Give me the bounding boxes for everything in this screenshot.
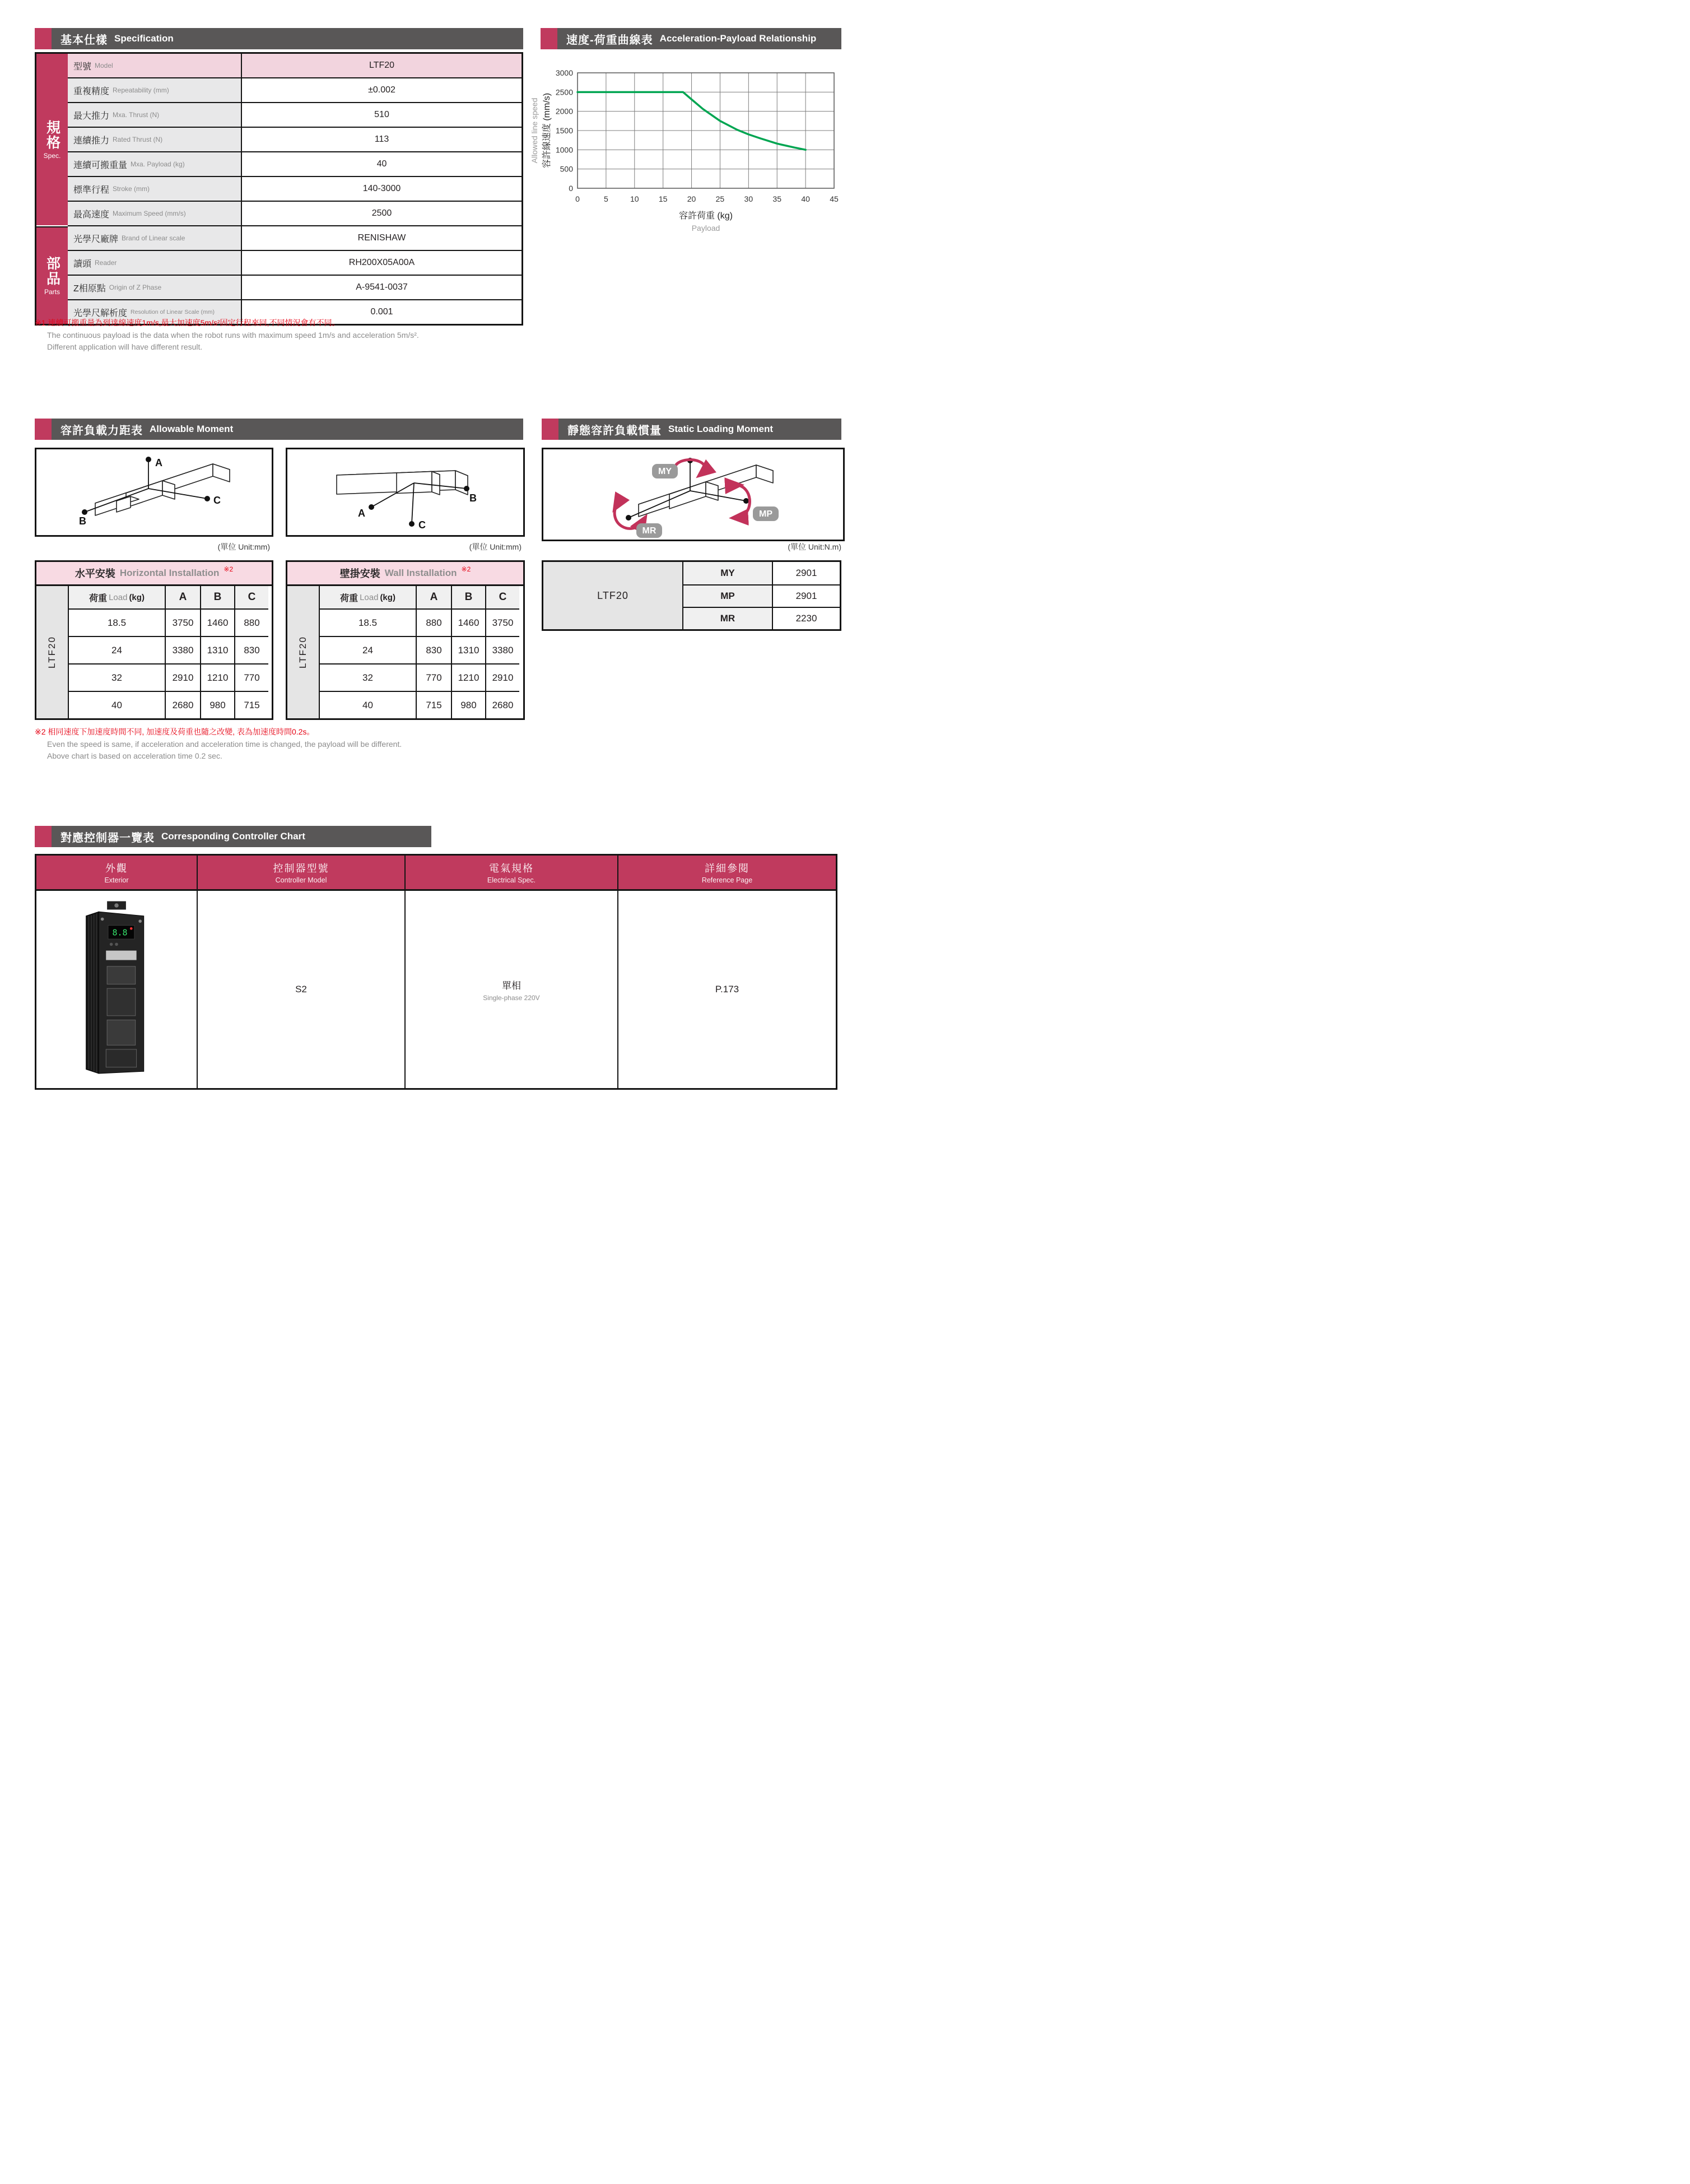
svg-text:Allowed line speed: Allowed line speed	[530, 97, 539, 164]
model-cell: LTF20	[543, 562, 682, 629]
model-side-label: LTF20	[36, 586, 68, 718]
spec-title-zh: 基本仕樣	[60, 34, 108, 47]
row-label-en: Brand of Linear scale	[122, 234, 185, 242]
svg-text:2000: 2000	[555, 106, 573, 116]
parts-side-zh: 部品	[44, 255, 60, 286]
row-value: RENISHAW	[242, 226, 522, 250]
row-value: LTF20	[242, 54, 522, 77]
col-c-header: C	[485, 586, 519, 608]
svg-text:5: 5	[603, 194, 608, 203]
my-badge-label: MY	[658, 467, 672, 476]
footnote-zh: ※2 相同速度下加速度時間不同, 加速度及荷重也隨之改變, 表為加速度時間0.2s。	[35, 727, 315, 736]
row-value: 0.001	[242, 300, 522, 324]
row-label-zh: 連續推力	[73, 136, 110, 146]
mr-badge-label: MR	[642, 526, 657, 536]
spec-side-zh: 規格	[44, 119, 60, 150]
servo-drive-image	[75, 897, 159, 1082]
install-title-en: Wall Installation	[384, 568, 457, 578]
table-row	[68, 176, 522, 201]
row-value: 40	[242, 152, 522, 176]
row-label-en: Resolution of Linear Scale (mm)	[131, 309, 215, 315]
svg-text:容許線速度 (mm/s): 容許線速度 (mm/s)	[542, 92, 552, 169]
moment-title-zh: 容許負載力距表	[60, 424, 143, 437]
unit-label-mm: (單位 Unit:mm)	[469, 542, 522, 551]
col-a-header: A	[416, 586, 451, 608]
spec-table	[35, 52, 523, 326]
horizontal-install-diagram	[35, 448, 273, 537]
table-cell: 24	[68, 636, 165, 663]
unit-label-mm: (單位 Unit:mm)	[217, 542, 270, 551]
table-cell: 880	[416, 608, 451, 636]
table-cell: 1210	[451, 663, 485, 691]
chart-title-en: Acceleration-Payload Relationship	[659, 33, 817, 44]
row-label-zh: 標準行程	[73, 185, 110, 195]
reference-page-cell	[617, 891, 836, 1088]
axis-b-label: B	[79, 515, 86, 527]
table-cell: 3380	[485, 636, 519, 663]
table-cell: 2910	[485, 663, 519, 691]
table-row	[68, 102, 522, 127]
table-cell: 980	[200, 691, 234, 718]
electrical-spec-cell	[404, 891, 617, 1088]
table-cell: 24	[319, 636, 416, 663]
accent-square	[35, 28, 52, 49]
table-cell: 1210	[200, 663, 234, 691]
table-row	[68, 151, 522, 176]
electrical-spec-zh: 單相	[502, 980, 521, 991]
footnote-zh: ※1 連續可搬重量為到達線速度1m/s,最大加速度5m/s²固定行程來回,不同情況會有不同。	[35, 318, 340, 327]
table-cell: 770	[234, 663, 268, 691]
model-side-label: LTF20	[287, 586, 319, 718]
table-cell: 880	[234, 608, 268, 636]
table-row	[68, 77, 522, 102]
footnote-en2: Different application will have different result.	[47, 342, 203, 352]
svg-text:20: 20	[687, 194, 696, 203]
svg-text:1000: 1000	[555, 145, 573, 155]
moment-title-en: Allowable Moment	[150, 424, 234, 434]
svg-text:500: 500	[560, 164, 573, 174]
col-b-header: B	[451, 586, 485, 608]
table-cell: 830	[234, 636, 268, 663]
controller-section-header	[35, 826, 431, 847]
table-cell: 32	[319, 663, 416, 691]
install-title-note: ※2	[224, 565, 234, 573]
table-cell: 715	[416, 691, 451, 718]
row-label-en: Maximum Speed (mm/s)	[113, 210, 186, 217]
row-label-zh: 光學尺解析度	[73, 308, 128, 318]
horizontal-install-title	[36, 562, 272, 584]
col-electrical-spec-header: 電氣規格 Electrical Spec.	[404, 856, 617, 889]
static-section-header	[542, 419, 841, 440]
row-label-zh: 型號	[73, 62, 92, 72]
col-controller-model-header: 控制器型號 Controller Model	[197, 856, 404, 889]
spec-side-en: Spec.	[43, 151, 61, 160]
row-label-zh: 重複精度	[73, 86, 110, 96]
row-label-zh: 連續可搬重量	[73, 160, 128, 170]
table-cell: 830	[416, 636, 451, 663]
parts-side-group	[36, 226, 68, 324]
table-cell: 1310	[451, 636, 485, 663]
mp-badge-label: MP	[759, 509, 772, 519]
spec-section-header-bar	[52, 28, 523, 49]
row-label-en: Mxa. Thrust (N)	[113, 111, 160, 119]
spec-side-group	[36, 54, 68, 225]
controller-model-cell	[197, 891, 404, 1088]
svg-text:40: 40	[801, 194, 810, 203]
col-b-header: B	[200, 586, 234, 608]
chart-section-header-bar	[557, 28, 841, 49]
table-cell: 18.5	[319, 608, 416, 636]
table-row	[68, 225, 522, 250]
reference-page-value: P.173	[715, 984, 739, 995]
accent-square	[35, 419, 52, 440]
row-label-zh: 最大推力	[73, 111, 110, 121]
footnote-en2: Above chart is based on acceleration time 0.2 sec.	[47, 751, 222, 761]
table-cell: 2910	[165, 663, 200, 691]
accel-payload-chart	[529, 63, 843, 236]
moment-footnote	[35, 726, 539, 763]
controller-title-en: Corresponding Controller Chart	[161, 831, 305, 842]
row-value: A-9541-0037	[242, 276, 522, 299]
moment-key: MR	[682, 607, 772, 629]
table-cell: 770	[416, 663, 451, 691]
row-label-en: Origin of Z Phase	[109, 284, 162, 291]
table-cell: 1460	[451, 608, 485, 636]
svg-text:1500: 1500	[555, 126, 573, 135]
table-cell: 3750	[485, 608, 519, 636]
footnote-en1: The continuous payload is the data when the robot runs with maximum speed 1m/s and acceleration 5m/s².	[47, 330, 419, 340]
table-cell: 3750	[165, 608, 200, 636]
footnote-en1: Even the speed is same, if acceleration and acceleration time is changed, the payload will be different.	[47, 739, 402, 749]
moment-value: 2901	[772, 584, 840, 607]
controller-table	[35, 854, 837, 1090]
svg-text:30: 30	[744, 194, 753, 203]
moment-section-header	[35, 419, 523, 440]
col-a-header: A	[165, 586, 200, 608]
svg-text:2500: 2500	[555, 87, 573, 97]
table-cell: 32	[68, 663, 165, 691]
chart-section-header	[541, 28, 841, 49]
load-header: 荷重 Load (kg)	[68, 586, 165, 608]
chart-title-zh: 速度-荷重曲線表	[566, 34, 653, 47]
row-value: 113	[242, 128, 522, 151]
axis-b-label: B	[469, 492, 477, 504]
axis-c-label: C	[213, 495, 221, 506]
line-chart	[529, 63, 843, 236]
table-cell: 40	[319, 691, 416, 718]
wall-install-diagram	[286, 448, 525, 537]
table-cell: 1460	[200, 608, 234, 636]
table-cell: 18.5	[68, 608, 165, 636]
install-title-en: Horizontal Installation	[119, 568, 220, 578]
spec-title-en: Specification	[114, 33, 174, 44]
svg-text:0: 0	[569, 184, 573, 193]
table-cell: 980	[451, 691, 485, 718]
controller-photo-cell	[36, 891, 197, 1088]
row-label-zh: 讀頭	[73, 259, 92, 269]
static-moment-diagram	[542, 448, 845, 541]
row-label-zh: 最高速度	[73, 210, 110, 220]
install-title-zh: 壁掛安裝	[339, 568, 380, 579]
row-label-zh: Z相原點	[73, 284, 106, 294]
row-label-en: Stroke (mm)	[113, 185, 150, 193]
row-value: RH200X05A00A	[242, 251, 522, 275]
unit-label-nm: (單位 Unit:N.m)	[788, 542, 841, 551]
moment-value: 2230	[772, 607, 840, 629]
row-value: 510	[242, 103, 522, 127]
table-row	[68, 250, 522, 275]
row-label-en: Mxa. Payload (kg)	[131, 160, 185, 168]
moment-value: 2901	[772, 562, 840, 584]
controller-title-zh: 對應控制器一覽表	[60, 831, 155, 844]
svg-text:15: 15	[658, 194, 668, 203]
moment-key: MP	[682, 584, 772, 607]
wall-install-title	[287, 562, 523, 584]
table-cell: 2680	[485, 691, 519, 718]
axis-c-label: C	[418, 519, 426, 531]
table-cell: 40	[68, 691, 165, 718]
table-cell: 715	[234, 691, 268, 718]
static-moment-table	[542, 560, 841, 631]
svg-text:0: 0	[575, 194, 580, 203]
accent-square	[541, 28, 557, 49]
parts-side-en: Parts	[44, 287, 60, 296]
row-value: 140-3000	[242, 177, 522, 201]
col-reference-page-header: 詳細參閱 Reference Page	[617, 856, 836, 889]
row-label-en: Reader	[95, 259, 117, 267]
spec-footnote	[35, 317, 539, 354]
accent-square	[35, 826, 52, 847]
svg-text:8.8: 8.8	[112, 927, 128, 938]
row-label-en: Model	[95, 62, 113, 69]
axis-a-label: A	[358, 508, 365, 519]
axis-a-label: A	[155, 457, 162, 468]
svg-text:35: 35	[772, 194, 782, 203]
row-value: ±0.002	[242, 78, 522, 102]
table-row	[68, 275, 522, 299]
controller-model-value: S2	[295, 984, 307, 995]
table-cell: 2680	[165, 691, 200, 718]
svg-text:容許荷重 (kg): 容許荷重 (kg)	[678, 211, 733, 221]
install-title-note: ※2	[461, 565, 471, 573]
static-title-en: Static Loading Moment	[668, 424, 773, 434]
svg-text:45: 45	[830, 194, 839, 203]
row-label-en: Repeatability (mm)	[113, 86, 169, 94]
electrical-spec-en: Single-phase 220V	[483, 993, 540, 1002]
table-cell: 3380	[165, 636, 200, 663]
svg-text:3000: 3000	[555, 68, 573, 77]
row-label-en: Rated Thrust (N)	[113, 136, 163, 143]
table-cell: 1310	[200, 636, 234, 663]
col-exterior-header: 外觀 Exterior	[36, 856, 197, 889]
table-row	[68, 201, 522, 225]
accent-square	[542, 419, 558, 440]
wall-install-table	[286, 560, 525, 720]
spec-section-header	[35, 28, 523, 49]
svg-text:Payload: Payload	[691, 224, 720, 233]
static-title-zh: 靜態容許負載慣量	[567, 424, 662, 437]
svg-text:25: 25	[715, 194, 725, 203]
col-c-header: C	[234, 586, 268, 608]
table-row	[68, 127, 522, 151]
install-title-zh: 水平安裝	[75, 568, 115, 579]
horizontal-install-table	[35, 560, 273, 720]
catalog-page	[0, 0, 845, 1092]
moment-key: MY	[682, 562, 772, 584]
svg-text:10: 10	[630, 194, 639, 203]
load-header: 荷重 Load (kg)	[319, 586, 416, 608]
table-row	[68, 54, 522, 77]
row-value: 2500	[242, 202, 522, 225]
row-label-zh: 光學尺廠牌	[73, 234, 119, 244]
